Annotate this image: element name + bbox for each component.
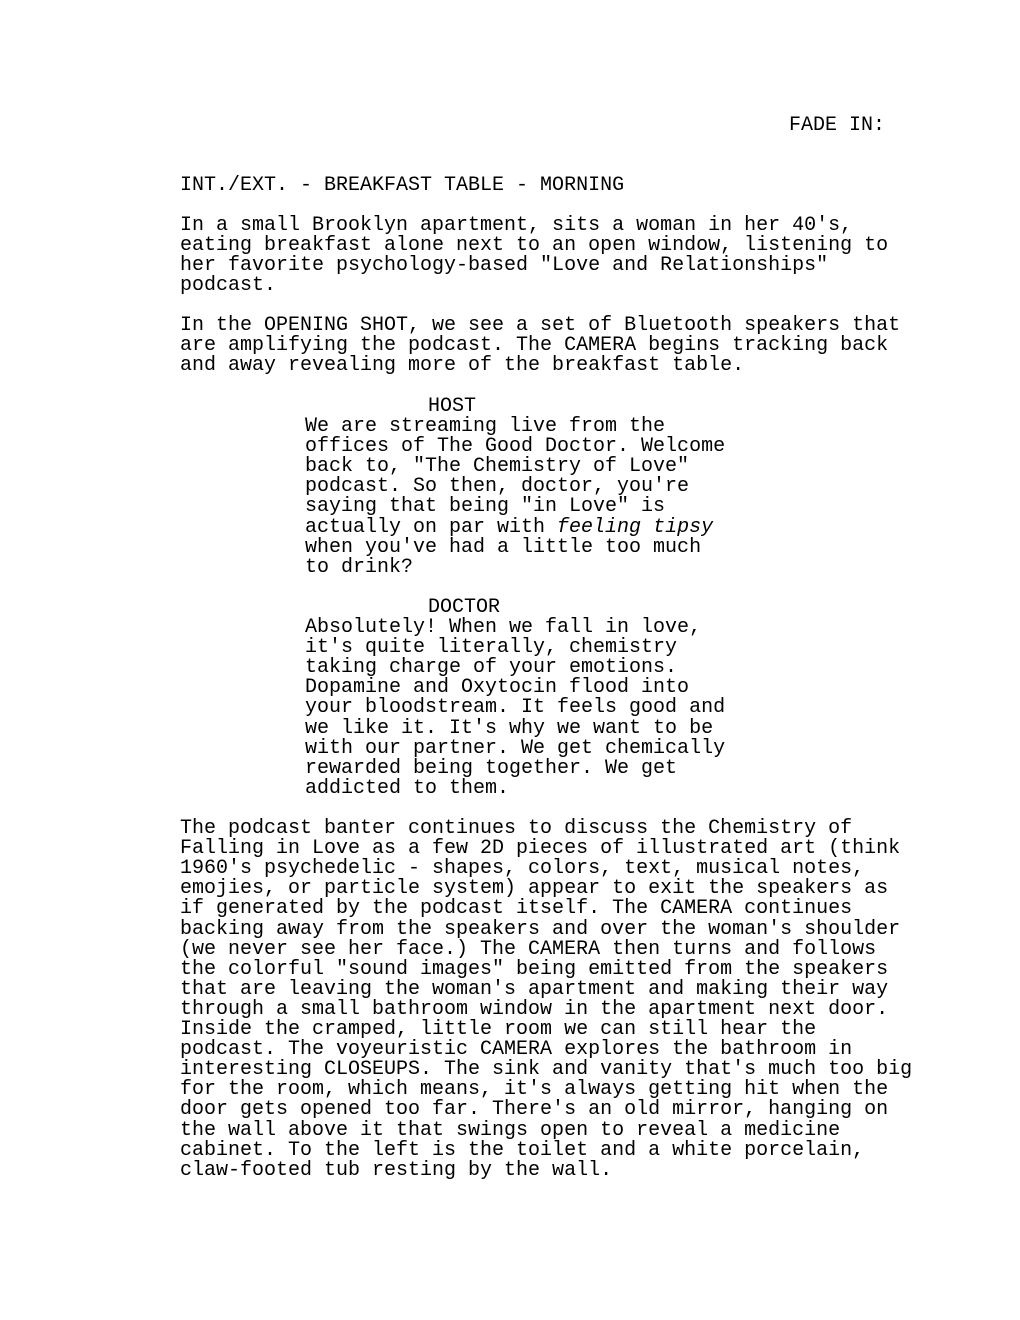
- action-line: The podcast banter continues to discuss the Chemistry of: [180, 817, 853, 840]
- character-host: HOST: [428, 395, 477, 418]
- dialogue-line: back to, "The Chemistry of Love": [305, 455, 690, 479]
- dialogue-line: offices of The Good Doctor. Welcome: [305, 435, 726, 459]
- dialogue-line: when you've had a little too much: [305, 535, 702, 559]
- dialogue-line: we like it. It's why we want to be: [305, 716, 714, 740]
- action-line: through a small bathroom window in the apartment next door.: [180, 997, 889, 1021]
- action-line: In the OPENING SHOT, we see a set of Bluetooth speakers that: [180, 314, 901, 337]
- dialogue-line: it's quite literally, chemistry: [305, 636, 678, 660]
- dialogue-line: rewarded being together. We get: [305, 756, 678, 780]
- action-line: 1960's psychedelic - shapes, colors, text, musical notes,: [180, 857, 865, 881]
- dialogue-line: with our partner. We get chemically: [305, 736, 726, 760]
- action-line: her favorite psychology-based "Love and Relationships": [180, 254, 829, 278]
- action-line: door gets opened too far. There's an old mirror, hanging on: [180, 1098, 889, 1122]
- action-line: Inside the cramped, little room we can still hear the: [180, 1018, 817, 1041]
- dialogue-line: [305, 515, 714, 539]
- action-line: backing away from the speakers and over the woman's shoulder: [180, 917, 901, 941]
- action-line: that are leaving the woman's apartment and making their way: [180, 977, 889, 1001]
- action-line: podcast. The voyeuristic CAMERA explores the bathroom in: [180, 1038, 853, 1062]
- scene-heading: INT./EXT. - BREAKFAST TABLE - MORNING: [180, 174, 625, 197]
- dialogue-line: taking charge of your emotions.: [305, 656, 678, 680]
- dialogue-line: to drink?: [305, 555, 414, 579]
- action-line: cabinet. To the left is the toilet and a white porcelain,: [180, 1138, 865, 1162]
- transition: FADE IN:: [789, 114, 886, 137]
- dialogue-line: saying that being "in Love" is: [305, 495, 666, 519]
- dialogue-line: We are streaming live from the: [305, 415, 666, 438]
- action-line: and away revealing more of the breakfast table.: [180, 354, 745, 378]
- action-line: emojies, or particle system) appear to exit the speakers as: [180, 877, 889, 901]
- dialogue-line: Absolutely! When we fall in love,: [305, 616, 702, 639]
- action-line: are amplifying the podcast. The CAMERA begins tracking back: [180, 334, 889, 358]
- dialogue-line: your bloodstream. It feels good and: [305, 696, 726, 720]
- action-line: eating breakfast alone next to an open window, listening to: [180, 234, 889, 258]
- action-line: if generated by the podcast itself. The CAMERA continues: [180, 897, 853, 921]
- action-line: for the room, which means, it's always getting hit when the: [180, 1078, 889, 1102]
- action-line: interesting CLOSEUPS. The sink and vanity that's much too big: [180, 1058, 913, 1082]
- action-line: podcast.: [180, 274, 277, 298]
- emphasis-text: feeling tipsy: [557, 515, 714, 539]
- character-doctor: DOCTOR: [428, 596, 501, 619]
- action-line: (we never see her face.) The CAMERA then turns and follows: [180, 937, 877, 961]
- dialogue-line: Dopamine and Oxytocin flood into: [305, 676, 690, 700]
- dialogue-line: addicted to them.: [305, 776, 510, 800]
- dialogue-text: actually on par with: [305, 515, 558, 539]
- action-line: claw-footed tub resting by the wall.: [180, 1158, 613, 1182]
- action-line: the wall above it that swings open to reveal a medicine: [180, 1118, 841, 1142]
- action-line: Falling in Love as a few 2D pieces of illustrated art (think: [180, 837, 901, 861]
- action-line: In a small Brooklyn apartment, sits a woman in her 40's,: [180, 214, 853, 237]
- action-line: the colorful "sound images" being emitted from the speakers: [180, 957, 889, 981]
- dialogue-line: podcast. So then, doctor, you're: [305, 475, 690, 499]
